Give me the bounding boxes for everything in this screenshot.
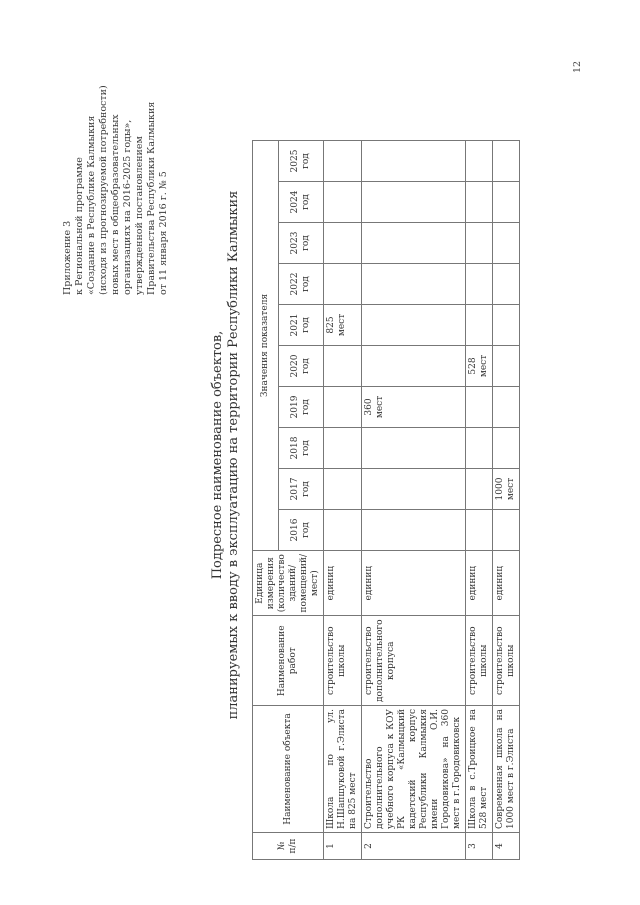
cell-value (493, 345, 520, 386)
cell-name: Школа по ул. Н.Шапшуковой г.Элиста на 825 мест (324, 706, 362, 833)
header-year: 2017 год (279, 468, 324, 509)
cell-name: Строительство дополнительного учебного корпуса к КОУ РК «Калмыцкий кадетский корпус Республики Калмыкия имени О.И. Городовикова» на 360 мест в г.Городовиковск (362, 706, 466, 833)
cell-value (493, 386, 520, 427)
annex-line: организациях на 2016-2025 годы», (122, 119, 133, 295)
cell-value (324, 222, 362, 263)
cell-unit: единиц (493, 550, 520, 615)
header-year: 2025 год (279, 140, 324, 181)
cell-value (324, 345, 362, 386)
cell-value (362, 345, 466, 386)
cell-value (466, 140, 493, 181)
annex-line: утвержденной постановлением (134, 136, 145, 295)
document-title (210, 105, 242, 805)
cell-work: строительство школы (493, 616, 520, 706)
cell-value (493, 304, 520, 345)
cell-value (493, 263, 520, 304)
annex-line: (исходя из прогнозируемой потребности) (98, 85, 109, 295)
table-row (324, 140, 362, 859)
cell-work: строительство школы (324, 616, 362, 706)
header-year: 2021 год (279, 304, 324, 345)
table-row (362, 140, 466, 859)
title-line-2: планируемых к вводу в эксплуатацию на территории Республики Калмыкия (226, 190, 241, 720)
annex-line: к Региональной программе (74, 157, 85, 295)
cell-num: 2 (362, 833, 466, 860)
objects-table (252, 140, 520, 860)
cell-unit: единиц (324, 550, 362, 615)
header-year: 2016 год (279, 509, 324, 550)
cell-value (324, 468, 362, 509)
annex-block (62, 35, 170, 295)
cell-value (466, 181, 493, 222)
annex-line: новых мест в общеобразовательных (110, 114, 121, 295)
header-year: 2024 год (279, 181, 324, 222)
table-body (324, 140, 520, 859)
cell-value (362, 468, 466, 509)
cell-value (362, 263, 466, 304)
header-year: 2023 год (279, 222, 324, 263)
cell-value (362, 222, 466, 263)
cell-num: 1 (324, 833, 362, 860)
cell-value (466, 304, 493, 345)
cell-value (324, 140, 362, 181)
cell-value (493, 222, 520, 263)
cell-value (362, 140, 466, 181)
cell-value (493, 509, 520, 550)
cell-value (466, 509, 493, 550)
header-year: 2019 год (279, 386, 324, 427)
cell-value (466, 427, 493, 468)
header-year: 2022 год (279, 263, 324, 304)
header-work: Наименование работ (253, 616, 324, 706)
cell-unit: единиц (362, 550, 466, 615)
cell-value (466, 263, 493, 304)
header-name: Наименование объекта (253, 706, 324, 833)
cell-value (324, 386, 362, 427)
cell-value (493, 427, 520, 468)
cell-name: Современная школа на 1000 мест в г.Элиста (493, 706, 520, 833)
header-year: 2020 год (279, 345, 324, 386)
cell-value (362, 427, 466, 468)
cell-value: 528 мест (466, 345, 493, 386)
annex-line: Правительства Республики Калмыкия (146, 101, 157, 295)
cell-value: 360 мест (362, 386, 466, 427)
cell-value (324, 263, 362, 304)
cell-unit: единиц (466, 550, 493, 615)
header-num: № п/п (253, 833, 324, 860)
header-year: 2018 год (279, 427, 324, 468)
cell-value (324, 509, 362, 550)
cell-value: 825 мест (324, 304, 362, 345)
title-line-1: Подресное наименование объектов, (210, 330, 225, 580)
cell-num: 4 (493, 833, 520, 860)
cell-value (466, 468, 493, 509)
header-values-group: Значения показателя (253, 140, 279, 550)
cell-value (493, 181, 520, 222)
header-unit: Единица измерения (количество зданий/ помещений/ мест) (253, 550, 324, 615)
cell-value (324, 181, 362, 222)
annex-line: Приложение 3 (62, 220, 73, 295)
cell-value (466, 386, 493, 427)
cell-value (493, 140, 520, 181)
annex-line: «Создание в Республике Калмыкия (86, 115, 97, 295)
cell-value (362, 304, 466, 345)
annex-line: от 11 января 2016 г. № 5 (158, 171, 169, 295)
cell-value (324, 427, 362, 468)
cell-value (466, 222, 493, 263)
cell-work: строительство школы (466, 616, 493, 706)
cell-work: строительство дополнительного корпуса (362, 616, 466, 706)
table-row (493, 140, 520, 859)
cell-value (362, 181, 466, 222)
cell-value (362, 509, 466, 550)
cell-num: 3 (466, 833, 493, 860)
cell-name: Школа в с.Троицкое на 528 мест (466, 706, 493, 833)
table-row (466, 140, 493, 859)
page-number: 12 (572, 60, 583, 73)
cell-value: 1000 мест (493, 468, 520, 509)
